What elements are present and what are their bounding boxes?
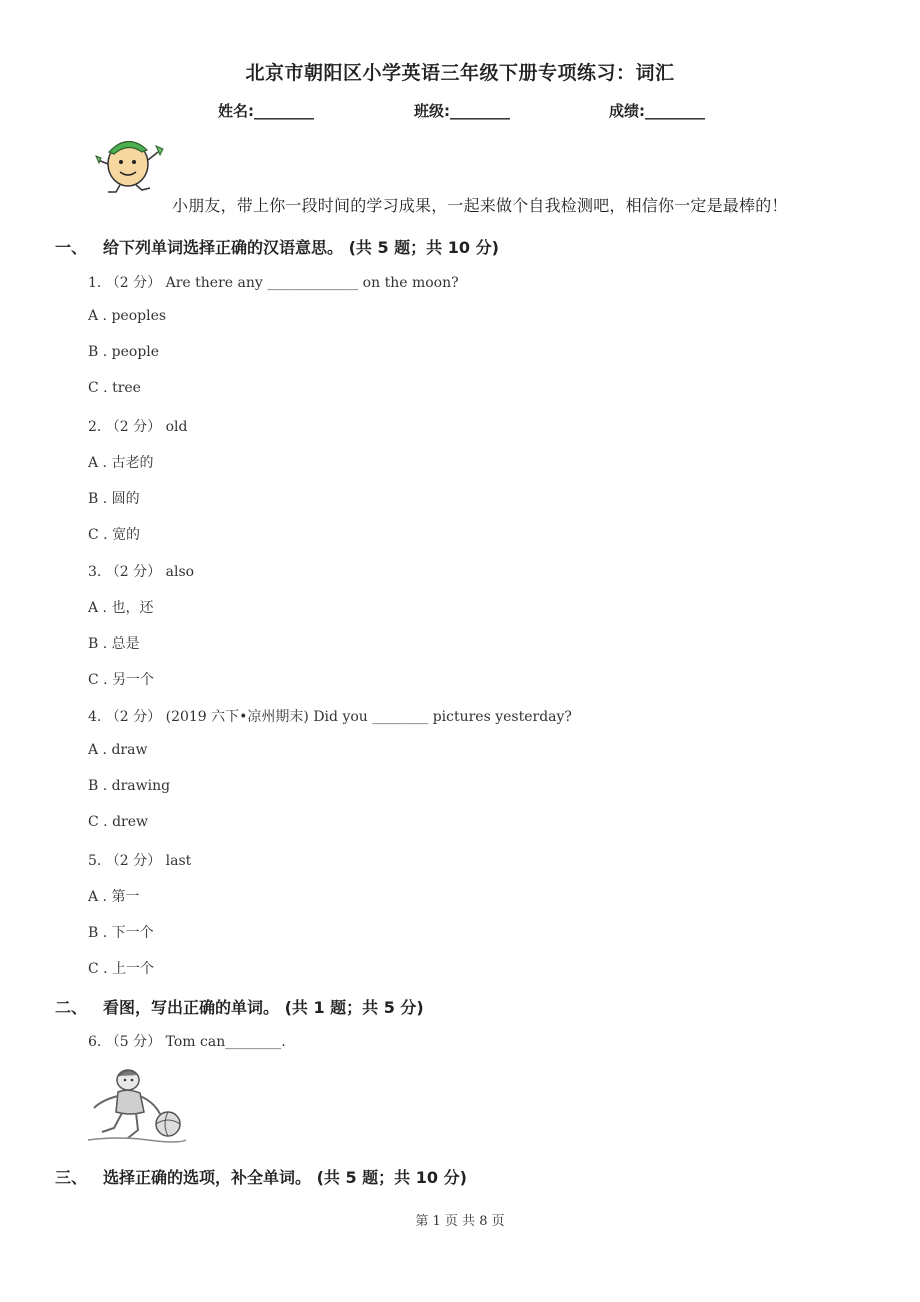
question-1-option-c: C . tree [88, 380, 141, 396]
question-3-option-a: A . 也，还 [88, 600, 154, 616]
section-3-heading [55, 1165, 467, 1188]
boy-playing-ball-illustration [88, 1066, 188, 1146]
question-5-stem: 5. （2 分） last [88, 853, 192, 869]
section-number: 三、 [55, 1168, 88, 1187]
section-2-heading [55, 995, 424, 1018]
question-4-option-c: C . drew [88, 814, 148, 830]
encourage-text: 小朋友，带上你一段时间的学习成果，一起来做个自我检测吧，相信你一定是最棒的！ [172, 196, 788, 215]
mascot-illustration [92, 130, 170, 196]
question-4-option-b: B . drawing [88, 778, 171, 794]
question-6-stem: 6. （5 分） Tom can________. [88, 1034, 286, 1050]
page-title: 北京市朝阳区小学英语三年级下册专项练习：词汇 [245, 62, 675, 84]
page-footer: 第 1 页 共 8 页 [415, 1214, 505, 1229]
question-1-option-a: A . peoples [88, 308, 167, 324]
question-5-option-a: A . 第一 [88, 889, 140, 905]
section-1-heading [55, 235, 499, 258]
name-field: 姓名:________ [218, 102, 314, 120]
question-3-stem: 3. （2 分） also [88, 564, 195, 580]
question-2-option-c: C . 宽的 [88, 527, 141, 543]
class-field: 班级:________ [414, 102, 510, 120]
section-number: 一、 [55, 238, 88, 257]
question-3-option-b: B . 总是 [88, 636, 140, 652]
question-4-stem: 4. （2 分） (2019 六下•凉州期末) Did you ________ pictures yesterday? [88, 709, 572, 725]
question-1-stem: 1. （2 分） Are there any _____________ on the moon? [88, 275, 459, 291]
score-field: 成绩:________ [609, 102, 705, 120]
section-title: 给下列单词选择正确的汉语意思。 (共 5 题；共 10 分) [103, 238, 499, 257]
question-5-option-c: C . 上一个 [88, 961, 155, 977]
question-3-option-c: C . 另一个 [88, 672, 155, 688]
section-title: 选择正确的选项，补全单词。 (共 5 题；共 10 分) [103, 1168, 467, 1187]
question-5-option-b: B . 下一个 [88, 925, 154, 941]
question-2-option-a: A . 古老的 [88, 455, 154, 471]
question-4-option-a: A . draw [88, 742, 148, 758]
question-2-stem: 2. （2 分） old [88, 419, 188, 435]
question-1-option-b: B . people [88, 344, 160, 360]
section-number: 二、 [55, 998, 88, 1017]
section-title: 看图，写出正确的单词。 (共 1 题；共 5 分) [103, 998, 424, 1017]
question-2-option-b: B . 圆的 [88, 491, 140, 507]
